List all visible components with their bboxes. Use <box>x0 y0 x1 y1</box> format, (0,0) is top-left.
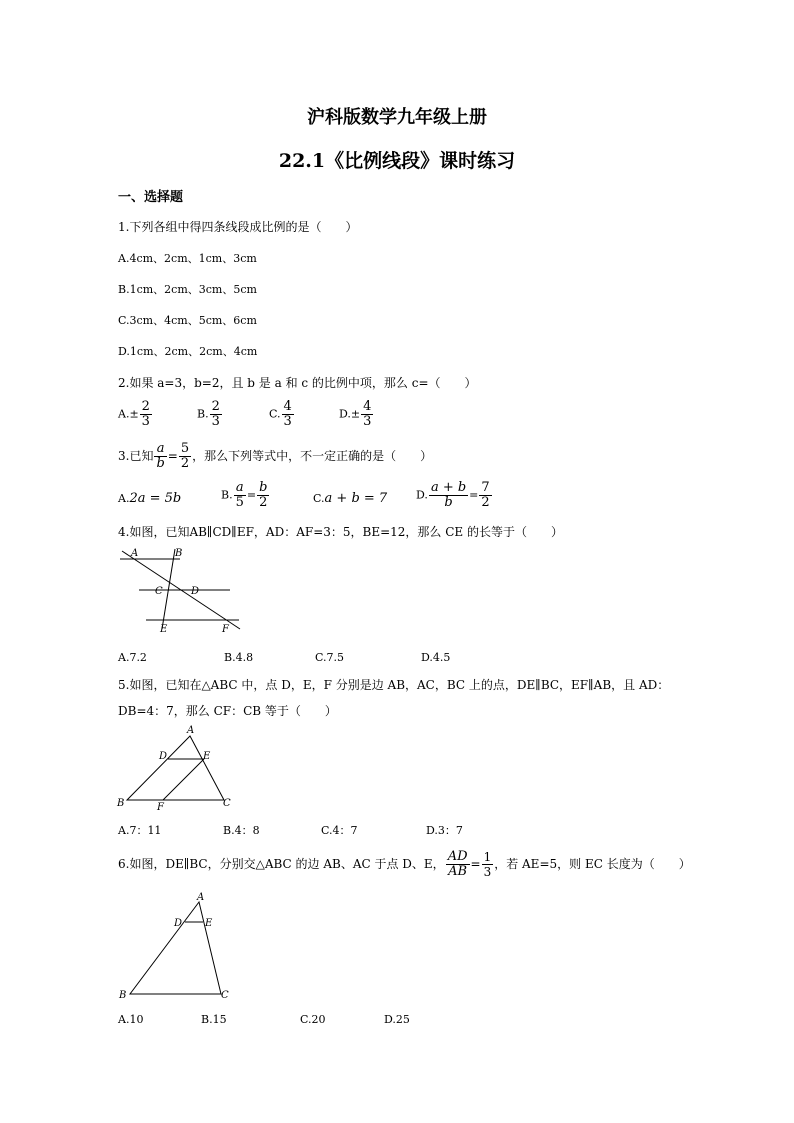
q3-suffix: ，那么下列等式中，不一定正确的是（ ） <box>192 449 433 463</box>
q3-f1-num: a <box>154 442 166 457</box>
q4-label-a: A <box>131 548 139 559</box>
q3-b-den1: 5 <box>235 495 244 510</box>
q3-d-den1: b <box>444 495 453 510</box>
document-subtitle: 22.1《比例线段》课时练习 <box>278 150 516 172</box>
q6-option-d: D.25 <box>384 1013 410 1026</box>
q5-label-d: D <box>159 751 168 762</box>
q4-option-a: A.7.2 <box>118 651 147 664</box>
q2-c-den: 3 <box>283 414 292 429</box>
q4-option-c: C.7.5 <box>315 651 345 664</box>
q6-option-c: C.20 <box>300 1013 326 1026</box>
q5-stem-line2: DB=4：7，那么 CF：CB 等于（ ） <box>118 704 337 718</box>
q2-option-b <box>197 400 223 429</box>
q3-equals: = <box>167 449 178 463</box>
q6-label-a: A <box>197 892 205 903</box>
q4-label-e: E <box>160 624 168 635</box>
q1-option-c: C.3cm、4cm、5cm、6cm <box>118 314 257 327</box>
section-heading: 一、选择题 <box>118 190 184 205</box>
q3-option-c-expr: a + b = 7 <box>324 491 388 506</box>
q2-a-num: 2 <box>141 399 150 414</box>
q3-d-frac2 <box>479 481 491 510</box>
q4-stem: 4.如图，已知AB∥CD∥EF，AD：AF=3：5，BE=12，那么 CE 的长等于（ ） <box>118 525 563 539</box>
document-title: 沪科版数学九年级上册 <box>307 107 487 128</box>
q3-d-equals: = <box>469 488 479 502</box>
q6-frac-den: AB <box>448 864 468 879</box>
q6-stem-post: ，若 AE=5，则 EC 长度为（ ） <box>494 857 691 871</box>
q6-label-b: B <box>119 990 127 1001</box>
q1-option-b: B.1cm、2cm、3cm、5cm <box>118 283 257 296</box>
q1-option-d: D.1cm、2cm、2cm、4cm <box>118 345 258 358</box>
q2-a-den: 3 <box>141 414 150 429</box>
q3-option-d <box>416 481 493 510</box>
q3-option-a-expr: 2a = 5b <box>129 491 182 506</box>
q5-label-f: F <box>157 802 164 812</box>
q2-option-c <box>269 400 295 429</box>
q3-b-num2: b <box>259 480 268 495</box>
q4-option-d: D.4.5 <box>421 651 451 664</box>
q2-b-num: 2 <box>211 399 220 414</box>
q1-option-a: A.4cm、2cm、1cm、3cm <box>118 252 257 265</box>
q4-label-d: D <box>191 586 200 597</box>
q4-label-f: F <box>222 624 229 635</box>
q5-option-c: C.4：7 <box>321 824 358 837</box>
q6-ratio-fraction <box>446 850 470 879</box>
q2-option-a-label: A.± <box>118 407 139 421</box>
q5-triangle-figure <box>115 722 240 812</box>
q4-label-b: B <box>175 548 183 559</box>
q2-option-d-label: D.± <box>339 407 361 421</box>
q3-fraction-value <box>179 442 191 471</box>
q2-option-a <box>118 400 153 429</box>
q6-triangle-abc <box>130 902 221 994</box>
q3-f2-den: 2 <box>180 456 190 471</box>
q5-option-d: D.3：7 <box>426 824 463 837</box>
q6-value-fraction <box>482 850 494 879</box>
q6-label-c: C <box>221 990 229 1001</box>
q3-option-c-label: C. <box>313 492 325 505</box>
q5-option-a: A.7：11 <box>118 824 162 837</box>
q3-f2-num: 5 <box>180 441 190 456</box>
q6-frac-num: AD <box>447 849 468 864</box>
q3-option-c <box>313 491 387 506</box>
q2-d-den: 3 <box>363 414 372 429</box>
q3-d-frac1 <box>429 481 468 510</box>
q3-b-equals: = <box>246 488 257 502</box>
q3-d-num1: a + b <box>430 480 467 495</box>
q3-d-num2: 7 <box>481 480 490 495</box>
q3-b-frac2 <box>257 481 269 510</box>
q6-val-num: 1 <box>483 850 492 864</box>
q3-b-frac1 <box>234 481 246 510</box>
q6-triangle-figure <box>115 890 240 1005</box>
q6-option-a: A.10 <box>118 1013 144 1026</box>
q6-stem-pre: 6.如图，DE∥BC，分别交△ABC 的边 AB、AC 于点 D、E， <box>118 857 445 871</box>
q5-segment-ef <box>163 759 204 800</box>
q5-triangle-abc <box>127 736 224 800</box>
q3-b-num1: a <box>234 481 246 496</box>
q6-val-den: 3 <box>483 865 492 879</box>
q5-label-a: A <box>187 725 195 736</box>
q5-stem-line1: 5.如图，已知在△ABC 中，点 D，E，F 分别是边 AB，AC，BC 上的点，DE∥BC，EF∥AB，且 AD： <box>118 678 670 692</box>
q6-option-b: B.15 <box>201 1013 227 1026</box>
q6-equals: = <box>470 857 481 871</box>
q2-option-b-fraction <box>210 400 222 429</box>
q4-transversal-be <box>162 549 175 629</box>
q3-option-b-label: B. <box>221 488 233 502</box>
q3-stem <box>118 442 432 471</box>
q3-b-den2: 2 <box>259 495 268 510</box>
q3-fraction-ab <box>154 442 166 471</box>
q2-stem: 2.如果 a=3，b=2，且 b 是 a 和 c 的比例中项，那么 c=（ ） <box>118 376 477 390</box>
q2-c-num: 4 <box>283 399 292 414</box>
q2-option-a-fraction <box>140 400 152 429</box>
q3-d-den2: 2 <box>481 495 490 510</box>
q2-option-d <box>339 400 374 429</box>
q5-label-c: C <box>223 798 231 809</box>
q2-option-c-fraction <box>282 400 294 429</box>
q3-option-a <box>118 491 181 506</box>
q2-b-den: 3 <box>211 414 220 429</box>
q3-option-a-label: A. <box>118 492 130 505</box>
q5-label-b: B <box>117 798 125 809</box>
q2-option-b-label: B. <box>197 407 209 421</box>
q6-stem <box>118 850 691 879</box>
q2-d-num: 4 <box>363 399 372 414</box>
q4-label-c: C <box>155 586 163 597</box>
q2-option-c-label: C. <box>269 407 281 421</box>
q3-prefix: 3.已知 <box>118 449 154 463</box>
q5-option-b: B.4：8 <box>223 824 260 837</box>
q2-option-d-fraction <box>361 400 373 429</box>
q4-parallel-lines-figure <box>115 543 245 635</box>
q6-label-e: E <box>205 918 213 929</box>
q3-option-b <box>221 481 270 510</box>
q5-label-e: E <box>203 751 211 762</box>
q1-stem: 1.下列各组中得四条线段成比例的是（ ） <box>118 220 358 234</box>
q3-option-d-label: D. <box>416 488 428 502</box>
q3-f1-den: b <box>156 456 165 471</box>
q4-option-b: B.4.8 <box>224 651 254 664</box>
q6-label-d: D <box>174 918 183 929</box>
